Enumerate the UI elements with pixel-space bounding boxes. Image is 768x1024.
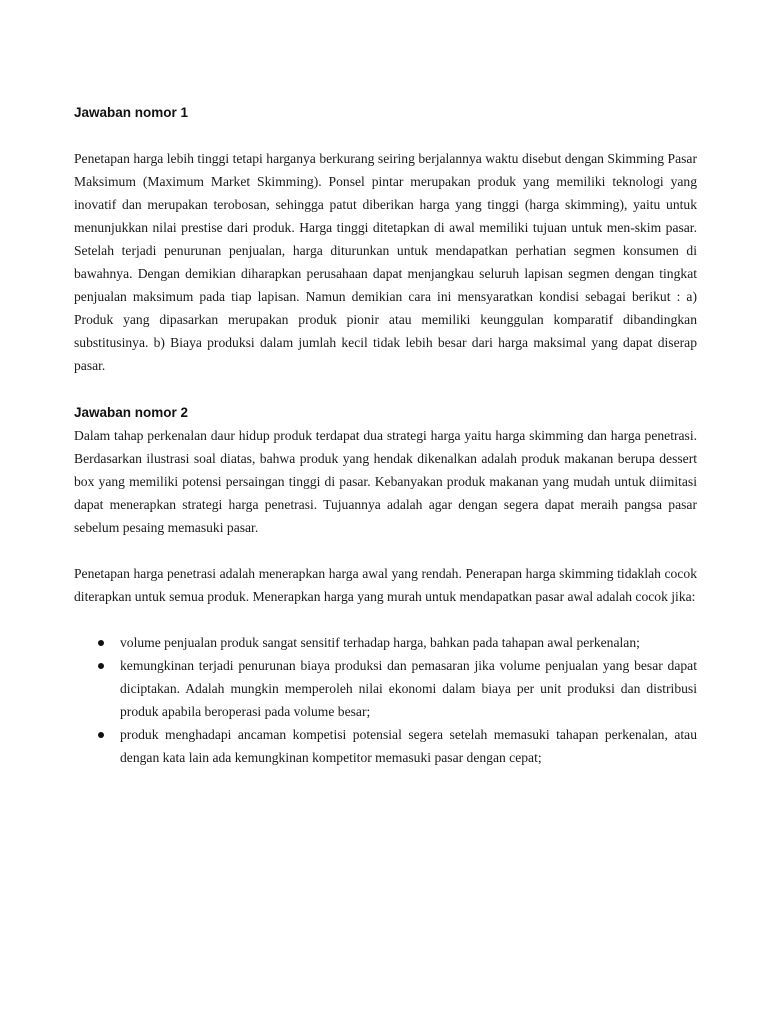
list-item-text: volume penjualan produk sangat sensitif terhadap harga, bahkan pada tahapan awal perkenalan; [120, 635, 640, 650]
list-item-text: kemungkinan terjadi penurunan biaya produksi dan pemasaran jika volume penjualan yang besar dapat diciptakan. Adalah mungkin memperoleh nilai ekonomi dalam biaya per unit produksi dan distribusi produk apabila beroperasi pada volume besar; [120, 658, 697, 719]
bullet-icon [98, 640, 104, 646]
conditions-list [74, 631, 697, 769]
bullet-icon [98, 663, 104, 669]
section-1-heading: Jawaban nomor 1 [74, 105, 189, 120]
list-item [74, 631, 697, 654]
list-item-text: produk menghadapi ancaman kompetisi potensial segera setelah memasuki tahapan perkenalan, atau dengan kata lain ada kemungkinan kompetitor memasuki pasar dengan cepat; [120, 727, 697, 765]
section-2-paragraph-2: Penetapan harga penetrasi adalah menerapkan harga awal yang rendah. Penerapan harga skimming tidaklah cocok diterapkan untuk semua produk. Menerapkan harga yang murah untuk mendapatkan pasar awal adalah cocok jika: [74, 566, 697, 604]
list-item [74, 723, 697, 769]
section-2-paragraph-1: Dalam tahap perkenalan daur hidup produk terdapat dua strategi harga yaitu harga skimming dan harga penetrasi. Berdasarkan ilustrasi soal diatas, bahwa produk yang hendak dikenalkan adalah produk makanan berupa dessert box yang memiliki potensi persaingan tinggi di pasar. Kebanyakan produk makanan yang mudah untuk diimitasi dapat menerapkan strategi harga penetrasi. Tujuannya adalah agar dengan segera dapat meraih pangsa pasar sebelum pesaing memasuki pasar. [74, 428, 697, 535]
list-item [74, 654, 697, 723]
bullet-icon [98, 732, 104, 738]
section-1-paragraph: Penetapan harga lebih tinggi tetapi harganya berkurang seiring berjalannya waktu disebut dengan Skimming Pasar Maksimum (Maximum Market Skimming). Ponsel pintar merupakan produk yang memiliki teknologi yang inovatif dan merupakan terobosan, sehingga patut diberikan harga yang tinggi (harga skimming), yaitu untuk menunjukkan nilai prestise dari produk. Harga tinggi ditetapkan di awal memiliki tujuan untuk men-skim pasar. Setelah terjadi penurunan penjualan, harga diturunkan untuk mendapatkan perhatian segmen konsumen di bawahnya. Dengan demikian diharapkan perusahaan dapat menjangkau seluruh lapisan segmen dengan tingkat penjualan maksimum pada tiap lapisan. Namun demikian cara ini mensyaratkan kondisi sebagai berikut : a) Produk yang dipasarkan merupakan produk pionir atau memiliki keunggulan komparatif dibandingkan substitusinya. b) Biaya produksi dalam jumlah kecil tidak lebih besar dari harga maksimal yang dapat diserap pasar. [74, 151, 697, 373]
section-2-heading: Jawaban nomor 2 [74, 405, 189, 420]
